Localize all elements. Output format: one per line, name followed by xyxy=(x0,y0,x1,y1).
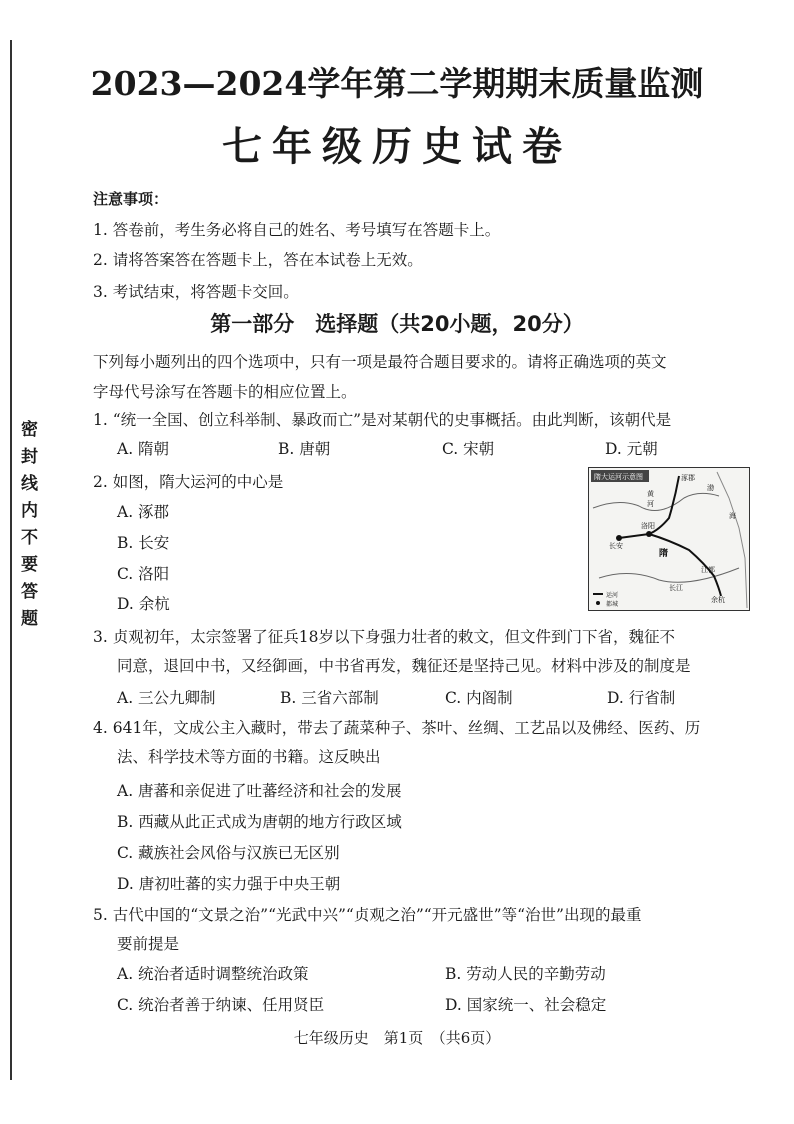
binding-warning: 密封线内不要答题 xyxy=(17,420,37,636)
question-stem: 要前提是 xyxy=(117,935,180,953)
option: B. 长安 xyxy=(117,534,170,552)
changan-dot xyxy=(616,535,622,541)
yellow-river-line xyxy=(593,493,719,510)
legend-label: 运河 xyxy=(606,592,619,599)
option: B. 西藏从此正式成为唐朝的地方行政区域 xyxy=(117,813,402,831)
notes-heading: 注意事项： xyxy=(93,190,169,208)
map-label: 海 xyxy=(729,512,736,520)
coastline xyxy=(717,472,747,608)
map-title: 隋大运河示意图 xyxy=(594,473,643,481)
option: A. 唐蕃和亲促进了吐蕃经济和社会的发展 xyxy=(117,782,402,800)
legend-label: 都城 xyxy=(606,601,619,608)
note-item: 1. 答卷前，考生务必将自己的姓名、考号填写在答题卡上。 xyxy=(93,221,501,239)
exam-subtitle: 七年级历史试卷 xyxy=(222,123,572,170)
question-stem: 1. “统一全国、创立科举制、暴政而亡”是对某朝代的史事概括。由此判断，该朝代是 xyxy=(93,411,672,429)
grand-canal-map xyxy=(588,467,750,611)
option: C. 宋朝 xyxy=(442,440,495,458)
exam-title: 2023—2024学年第二学期期末质量监测 xyxy=(90,64,704,103)
option: B. 唐朝 xyxy=(278,440,331,458)
option: C. 洛阳 xyxy=(117,565,170,583)
option: B. 三省六部制 xyxy=(280,689,379,707)
section-intro: 下列每小题列出的四个选项中，只有一项是最符合题目要求的。请将正确选项的英文 xyxy=(93,353,667,371)
section-intro: 字母代号涂写在答题卡的相应位置上。 xyxy=(93,383,357,401)
section-heading: 第一部分 选择题（共20小题，20分） xyxy=(210,312,584,336)
page-footer: 七年级历史 第1页 （共6页） xyxy=(293,1029,501,1047)
option: D. 唐初吐蕃的实力强于中央王朝 xyxy=(117,875,341,893)
question-stem: 4. 641年，文成公主入藏时，带去了蔬菜种子、茶叶、丝绸、工艺品以及佛经、医药、历 xyxy=(93,719,701,737)
option: B. 劳动人民的辛勤劳动 xyxy=(445,965,606,983)
map-label: 渤 xyxy=(707,484,714,492)
question-stem: 2. 如图，隋大运河的中心是 xyxy=(93,473,284,491)
option: C. 统治者善于纳谏、任用贤臣 xyxy=(117,996,325,1014)
map-label: 河 xyxy=(647,500,654,508)
map-label: 黄 xyxy=(647,490,654,498)
option: A. 三公九卿制 xyxy=(117,689,216,707)
map-label: 江都 xyxy=(701,566,715,574)
question-stem: 3. 贞观初年，太宗签署了征兵18岁以下身强力壮者的敕文，但文件到门下省，魏征不 xyxy=(93,628,675,646)
map-label: 隋 xyxy=(659,549,669,559)
question-stem: 同意，退回中书，又经御画，中书省再发，魏征还是坚持己见。材料中涉及的制度是 xyxy=(117,657,691,675)
option: A. 隋朝 xyxy=(117,440,170,458)
option: D. 元朝 xyxy=(605,440,658,458)
map-label: 长安 xyxy=(609,542,623,550)
map-label: 余杭 xyxy=(711,596,725,604)
map-label: 涿郡 xyxy=(681,474,695,482)
option: A. 统治者适时调整统治政策 xyxy=(117,965,309,983)
question-stem: 5. 古代中国的“文景之治”“光武中兴”“贞观之治”“开元盛世”等“治世”出现的最重 xyxy=(93,906,642,924)
option: C. 内阁制 xyxy=(445,689,513,707)
option: C. 藏族社会风俗与汉族已无区别 xyxy=(117,844,340,862)
option: A. 涿郡 xyxy=(117,503,170,521)
option: D. 行省制 xyxy=(607,689,676,707)
legend-capital-swatch xyxy=(596,601,600,605)
note-item: 2. 请将答案答在答题卡上，答在本试卷上无效。 xyxy=(93,251,423,269)
note-item: 3. 考试结束，将答题卡交回。 xyxy=(93,283,299,301)
map-graphic xyxy=(589,468,749,610)
map-label: 长江 xyxy=(669,584,683,592)
option: D. 余杭 xyxy=(117,595,170,613)
option: D. 国家统一、社会稳定 xyxy=(445,996,607,1014)
yangtze-line xyxy=(599,568,739,582)
luoyang-dot xyxy=(646,531,652,537)
binding-line xyxy=(10,40,13,1080)
map-label: 洛阳 xyxy=(641,522,655,530)
question-stem: 法、科学技术等方面的书籍。这反映出 xyxy=(117,748,381,766)
